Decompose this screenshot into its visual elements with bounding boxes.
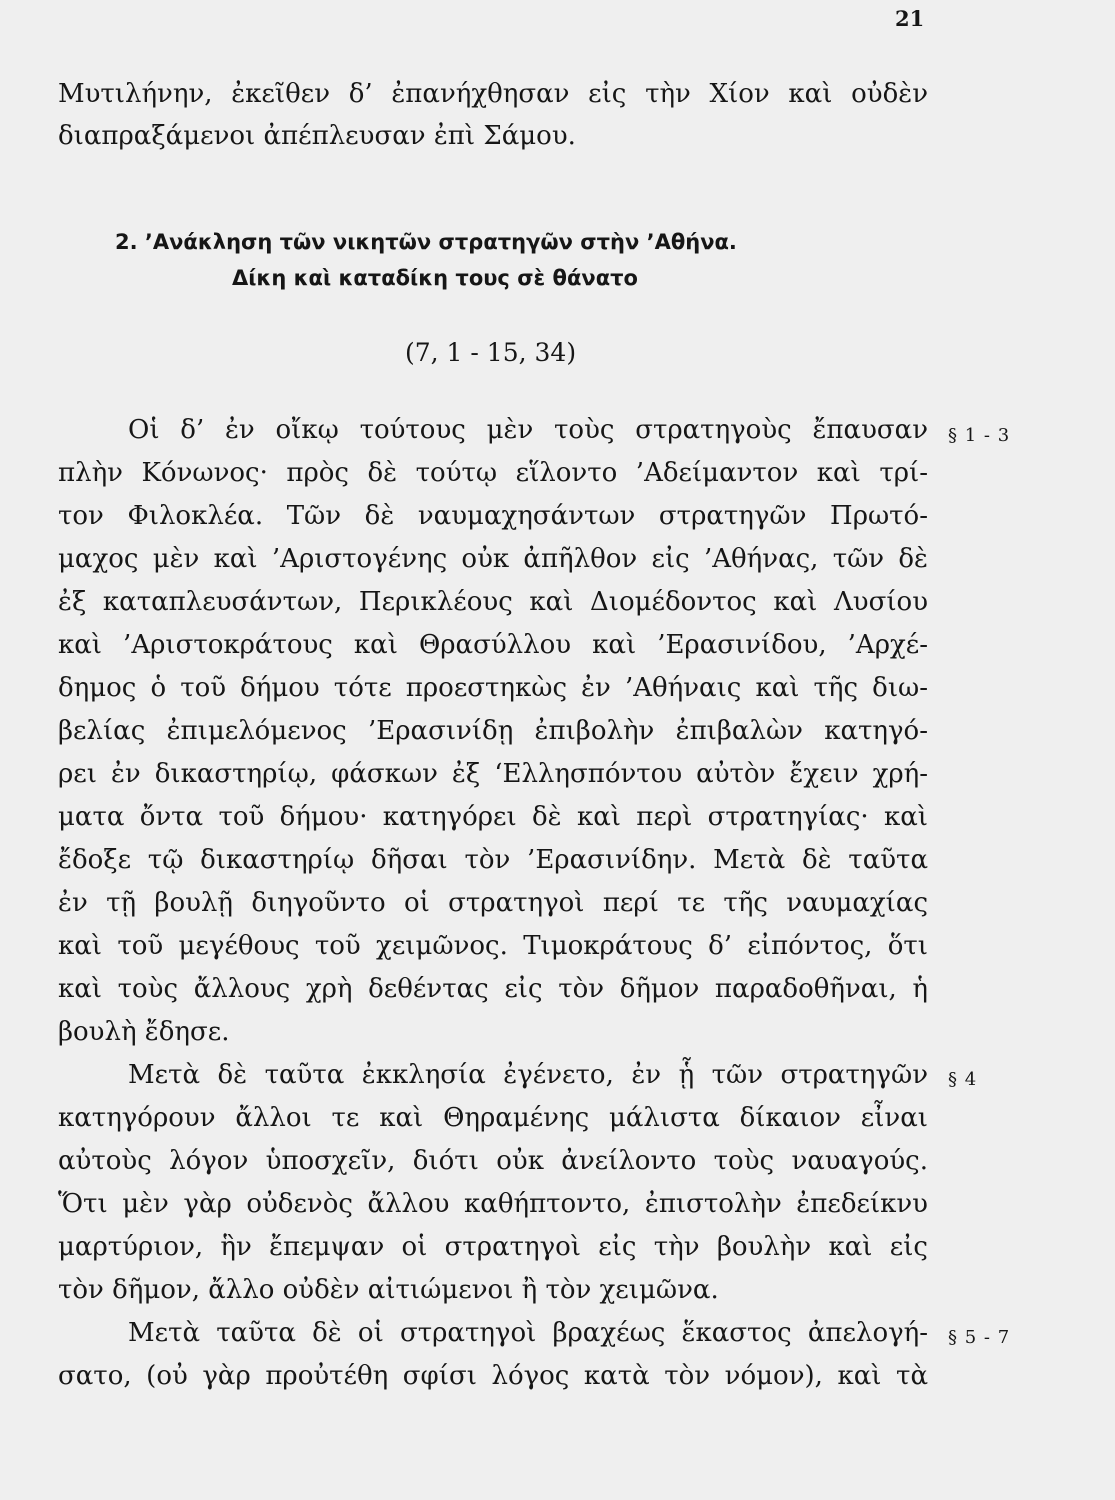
margin-note: § 1 - 3 bbox=[948, 425, 1011, 446]
text-line: βελίας ἐπιμελόμενος ’Ερασινίδῃ ἐπιβολὴν ἐπιβαλὼν κατηγό- bbox=[58, 716, 928, 746]
text-line: Ὅτι μὲν γὰρ οὐδενὸς ἄλλου καθήπτοντο, ἐπιστολὴν ἐπεδείκνυ bbox=[58, 1189, 928, 1219]
text-line: τὸν δῆμον, ἄλλο οὐδὲν αἰτιώμενοι ἢ τὸν χειμῶνα. bbox=[58, 1275, 719, 1305]
text-line: Μετὰ ταῦτα δὲ οἱ στρατηγοὶ βραχέως ἕκαστος ἀπελογή- bbox=[128, 1318, 928, 1348]
section-title: 2. ’Ανάκληση τῶν νικητῶν στρατηγῶν στὴν ’Αθήνα. bbox=[115, 230, 737, 254]
page-number: 21 bbox=[895, 6, 925, 31]
text-line: πλὴν Κόνωνος· πρὸς δὲ τούτῳ εἵλοντο ’Αδείμαντον καὶ τρί- bbox=[58, 458, 928, 488]
text-line: Μετὰ δὲ ταῦτα ἐκκλησία ἐγένετο, ἐν ᾗ τῶν στρατηγῶν bbox=[128, 1060, 928, 1090]
text-line: διαπραξάμενοι ἀπέπλευσαν ἐπὶ Σάμου. bbox=[58, 121, 576, 151]
text-line: καὶ τοὺς ἄλλους χρὴ δεθέντας εἰς τὸν δῆμον παραδοθῆναι, ἡ bbox=[58, 974, 928, 1004]
margin-note: § 4 bbox=[948, 1069, 978, 1090]
text-line: τον Φιλοκλέα. Τῶν δὲ ναυμαχησάντων στρατηγῶν Πρωτό- bbox=[58, 501, 928, 531]
text-line: αὐτοὺς λόγον ὑποσχεῖν, διότι οὐκ ἀνείλοντο τοὺς ναυαγούς. bbox=[58, 1146, 928, 1176]
text-line: Μυτιλήνην, ἐκεῖθεν δ’ ἐπανήχθησαν εἰς τὴν Χίον καὶ οὐδὲν bbox=[58, 79, 928, 109]
text-line: δημος ὁ τοῦ δήμου τότε προεστηκὼς ἐν ’Αθήναις καὶ τῆς διω- bbox=[58, 673, 928, 703]
text-line: σατο, (οὐ γὰρ προὐτέθη σφίσι λόγος κατὰ τὸν νόμον), καὶ τὰ bbox=[58, 1361, 928, 1391]
section-citation: (7, 1 - 15, 34) bbox=[405, 338, 577, 367]
text-line: καὶ τοῦ μεγέθους τοῦ χειμῶνος. Τιμοκράτους δ’ εἰπόντος, ὅτι bbox=[58, 931, 928, 961]
text-line: ἐν τῇ βουλῇ διηγοῦντο οἱ στρατηγοὶ περί τε τῆς ναυμαχίας bbox=[58, 888, 928, 918]
text-line: βουλὴ ἔδησε. bbox=[58, 1017, 230, 1047]
text-line: μαρτύριον, ἣν ἔπεμψαν οἱ στρατηγοὶ εἰς τὴν βουλὴν καὶ εἰς bbox=[58, 1232, 928, 1262]
text-line: καὶ ’Αριστοκράτους καὶ Θρασύλλου καὶ ’Ερασινίδου, ’Αρχέ- bbox=[58, 630, 928, 660]
text-line: ρει ἐν δικαστηρίῳ, φάσκων ἐξ ‘Ελλησπόντου αὐτὸν ἔχειν χρή- bbox=[58, 759, 928, 789]
text-line: μαχος μὲν καὶ ’Αριστογένης οὐκ ἀπῆλθον εἰς ’Αθήνας, τῶν δὲ bbox=[58, 544, 928, 574]
margin-note: § 5 - 7 bbox=[948, 1327, 1011, 1348]
text-line: κατηγόρουν ἄλλοι τε καὶ Θηραμένης μάλιστα δίκαιον εἶναι bbox=[58, 1103, 928, 1133]
section-subtitle: Δίκη καὶ καταδίκη τους σὲ θάνατο bbox=[232, 266, 638, 290]
text-line: ματα ὄντα τοῦ δήμου· κατηγόρει δὲ καὶ περὶ στρατηγίας· καὶ bbox=[58, 802, 928, 832]
text-line: ἐξ καταπλευσάντων, Περικλέους καὶ Διομέδοντος καὶ Λυσίου bbox=[58, 587, 928, 617]
text-line: Οἱ δ’ ἐν οἴκῳ τούτους μὲν τοὺς στρατηγοὺς ἔπαυσαν bbox=[128, 415, 928, 445]
text-line: ἔδοξε τῷ δικαστηρίῳ δῆσαι τὸν ’Ερασινίδην. Μετὰ δὲ ταῦτα bbox=[58, 845, 928, 875]
